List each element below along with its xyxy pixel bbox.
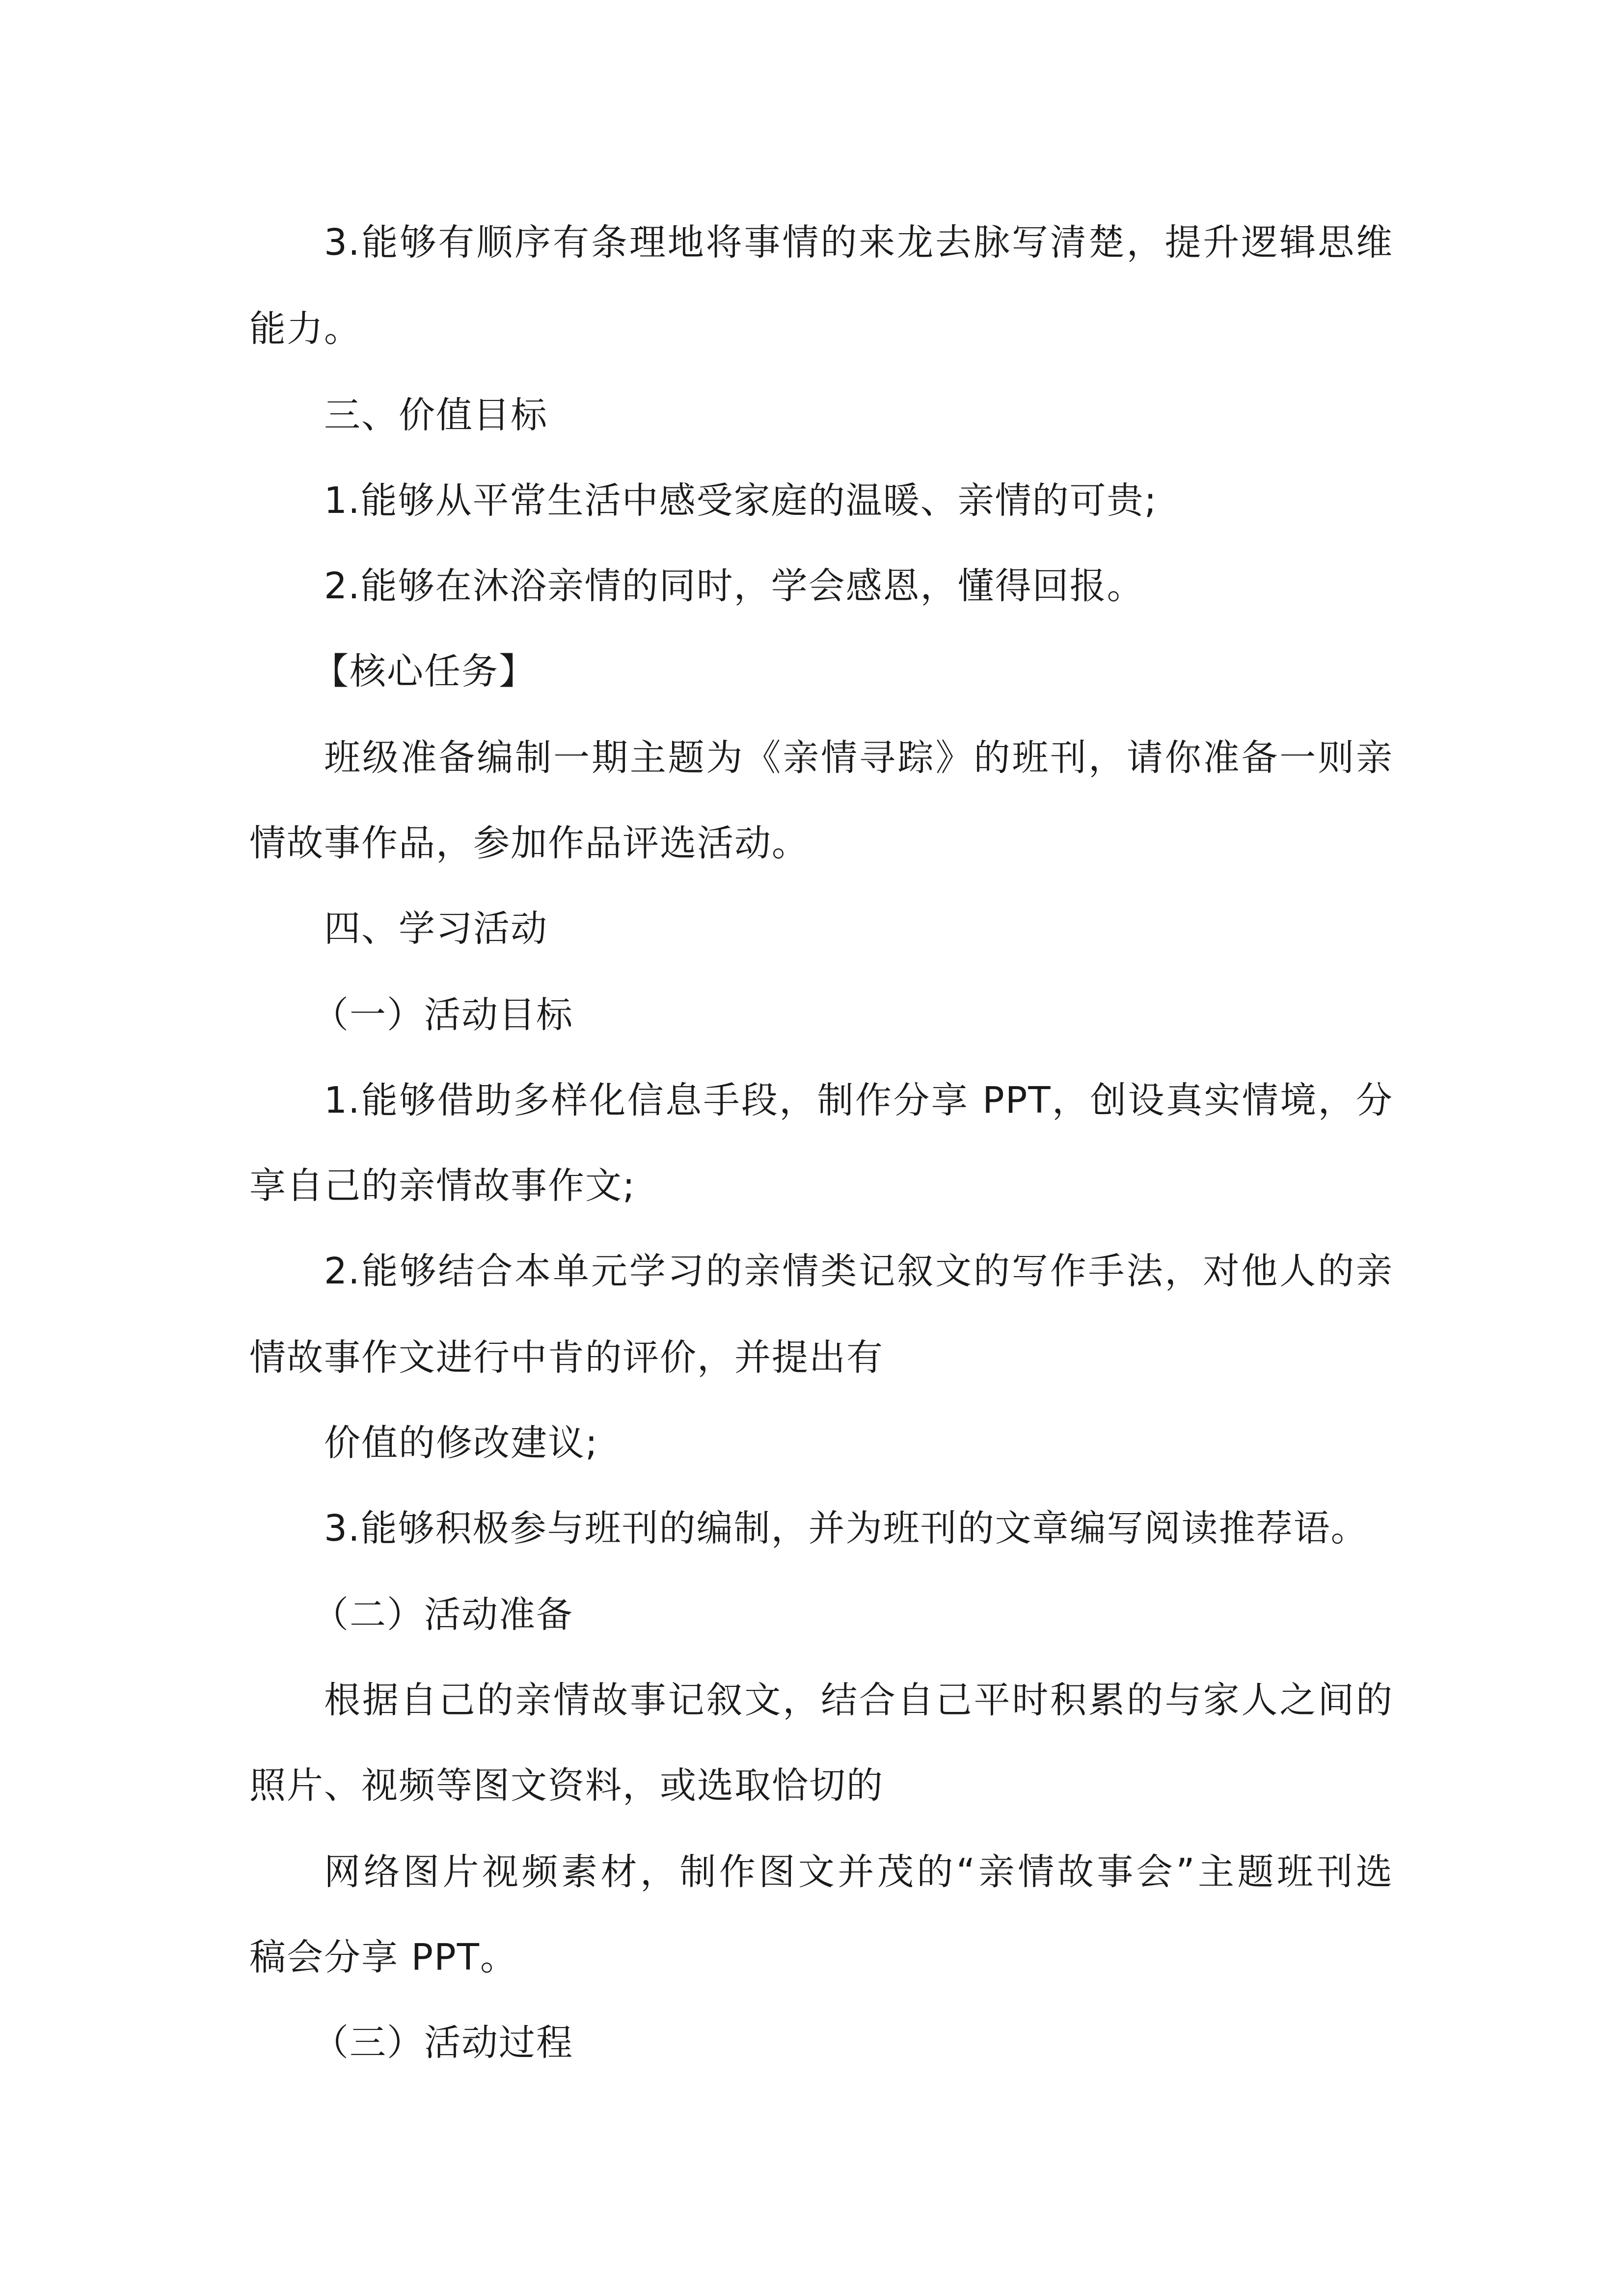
section-heading: 四、学习活动 <box>324 908 548 950</box>
paragraph-line: 根据自己的亲情故事记叙文，结合自己平时积累的与家人之间的 <box>324 1679 1393 1721</box>
paragraph-line: 价值的修改建议; <box>324 1422 598 1464</box>
paragraph-line: 网络图片视频素材，制作图文并茂的“亲情故事会”主题班刊选 <box>324 1851 1393 1893</box>
subsection-heading: （三）活动过程 <box>312 2022 573 2064</box>
section-heading: 【核心任务】 <box>312 650 536 693</box>
paragraph-line: 情故事作文进行中肯的评价，并提出有 <box>249 1336 884 1379</box>
paragraph-line: 能力。 <box>249 308 361 350</box>
paragraph-line: 照片、视频等图文资料，或选取恰切的 <box>249 1764 884 1807</box>
paragraph-line: 2.能够结合本单元学习的亲情类记叙文的写作手法，对他人的亲 <box>324 1250 1393 1292</box>
paragraph-line: 享自己的亲情故事作文; <box>249 1165 636 1207</box>
section-heading: 三、价值目标 <box>324 394 548 436</box>
paragraph-line: 3.能够有顺序有条理地将事情的来龙去脉写清楚，提升逻辑思维 <box>324 221 1393 264</box>
paragraph-line: 1.能够借助多样化信息手段，制作分享 PPT，创设真实情境，分 <box>324 1079 1393 1121</box>
subsection-heading: （一）活动目标 <box>312 994 573 1036</box>
paragraph-line: 情故事作品，参加作品评选活动。 <box>249 822 809 864</box>
paragraph-line: 1.能够从平常生活中感受家庭的温暖、亲情的可贵; <box>324 480 1158 522</box>
paragraph-line: 3.能够积极参与班刊的编制，并为班刊的文章编写阅读推荐语。 <box>324 1507 1368 1549</box>
subsection-heading: （二）活动准备 <box>312 1594 573 1636</box>
paragraph-line: 班级准备编制一期主题为《亲情寻踪》的班刊，请你准备一则亲 <box>324 737 1393 779</box>
paragraph-line: 稿会分享 PPT。 <box>249 1936 517 1978</box>
paragraph-line: 2.能够在沐浴亲情的同时，学会感恩，懂得回报。 <box>324 565 1144 607</box>
